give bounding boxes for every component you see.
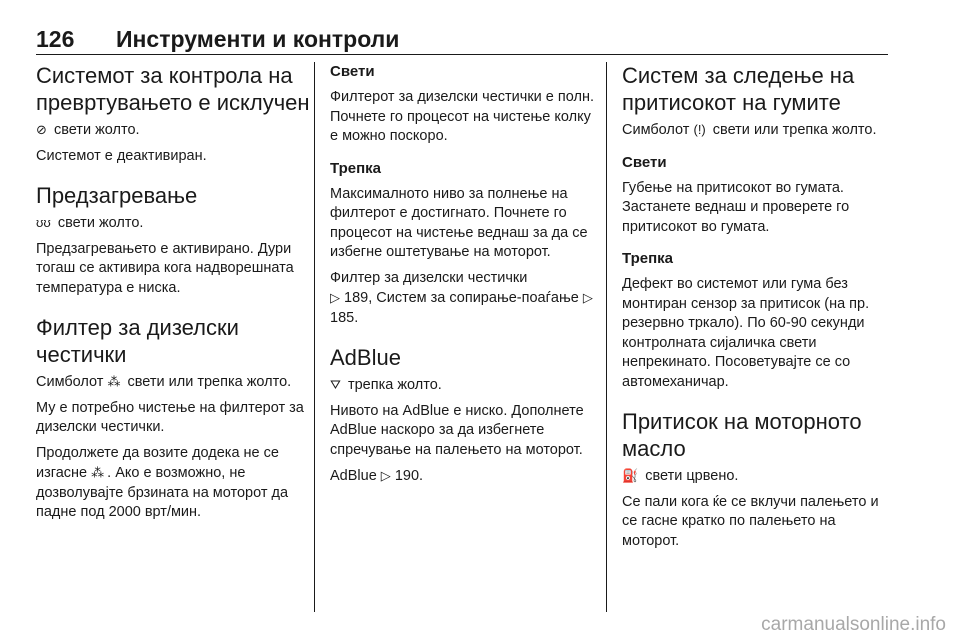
paragraph: Филтер за дизелски честички ▷ 189, Систем за сопирање-поаѓање ▷ 185.	[330, 269, 593, 326]
heading-rollover-control: Системот за контрола на превртувањето е исклучен	[36, 63, 310, 115]
paragraph: Предзагревањето е активирано. Дури тогаш се активира кога надворешната температура е ниска.	[36, 240, 294, 296]
oil-can-icon: ⛽	[622, 468, 639, 483]
column-divider	[606, 62, 607, 612]
paragraph: Филтерот за дизелски честички е полн. Почнете го процесот на чистење колку е можно поскоро.	[330, 89, 594, 144]
column-1	[36, 62, 314, 529]
diesel-filter-icon: ⁂	[91, 465, 105, 480]
paragraph: ⛽ свети црвено.	[622, 468, 739, 484]
page-reference-icon: ▷	[582, 290, 593, 305]
subheading-lit: Свети	[330, 63, 375, 80]
paragraph: Се пали кога ќе се вклучи палењето и се гасне кратко по палењето на моторот.	[622, 493, 879, 549]
glow-plug-icon: ʊʊ	[36, 215, 51, 230]
page-header	[36, 26, 888, 55]
running-title: Инструменти и контроли	[116, 26, 400, 52]
adblue-icon: ⛛	[330, 377, 341, 392]
subheading-flashing: Трепка	[330, 159, 382, 177]
page-number: 126	[36, 26, 75, 52]
paragraph: Максималното ниво за полнење на филтерот е достигнато. Почнете го процесот на чистење веднаш за да се избегне оштетување на моторот.	[330, 185, 588, 260]
paragraph: Му е потребно чистење на филтерот за дизелски честички.	[36, 399, 304, 435]
paragraph: Симболот (!) свети или трепка жолто.	[622, 122, 877, 138]
paragraph: Системот е деактивиран.	[36, 147, 207, 164]
paragraph: Продолжете да возите додека не се изгасне ⁂ . Ако е возможно, не дозволувајте брзината на моторот да падне под 2000 врт/мин.	[36, 444, 289, 520]
paragraph: Симболот ⁂ свети или трепка жолто.	[36, 374, 292, 390]
column-3	[622, 62, 888, 557]
column-2	[330, 62, 596, 493]
heading-tire-pressure: Систем за следење на притисокот на гумите	[622, 63, 855, 115]
paragraph: ʊʊ свети жолто.	[36, 215, 144, 231]
rollover-off-icon: ⊘	[36, 122, 47, 137]
page-reference-icon: ▷	[330, 290, 340, 305]
heading-oil-pressure: Притисок на моторното масло	[622, 409, 862, 461]
heading-preheating: Предзагревање	[36, 183, 198, 208]
paragraph: ⛛ трепка жолто.	[330, 377, 442, 393]
watermark: carmanualsonline.info	[761, 614, 946, 635]
page-reference-icon: ▷	[380, 468, 391, 483]
heading-diesel-particle-filter: Филтер за дизелски честички	[36, 315, 239, 367]
subheading-lit: Свети	[622, 153, 667, 171]
paragraph: Губење на притисокот во гумата. Застанете веднаш и проверете го притисокот во гумата.	[622, 179, 850, 235]
paragraph: AdBlue ▷ 190.	[330, 468, 424, 484]
diesel-filter-icon: ⁂	[107, 374, 121, 389]
tire-pressure-icon: (!)	[693, 122, 706, 137]
paragraph: ⊘ свети жолто.	[36, 122, 140, 138]
column-divider	[314, 62, 315, 612]
paragraph: Нивото на AdBlue е ниско. Дополнете AdBlue наскоро за да избегнете спречување на палењето на моторот.	[330, 402, 584, 458]
subheading-flashing: Трепка	[622, 250, 674, 267]
paragraph: Дефект во системот или гума без монтиран сензор за притисок (на пр. резервно тркало). По 60-90 секунди контролната сијаличка свети непрекинато. Посоветувајте се со автомеханичар.	[622, 276, 870, 390]
heading-adblue: AdBlue	[330, 345, 401, 370]
